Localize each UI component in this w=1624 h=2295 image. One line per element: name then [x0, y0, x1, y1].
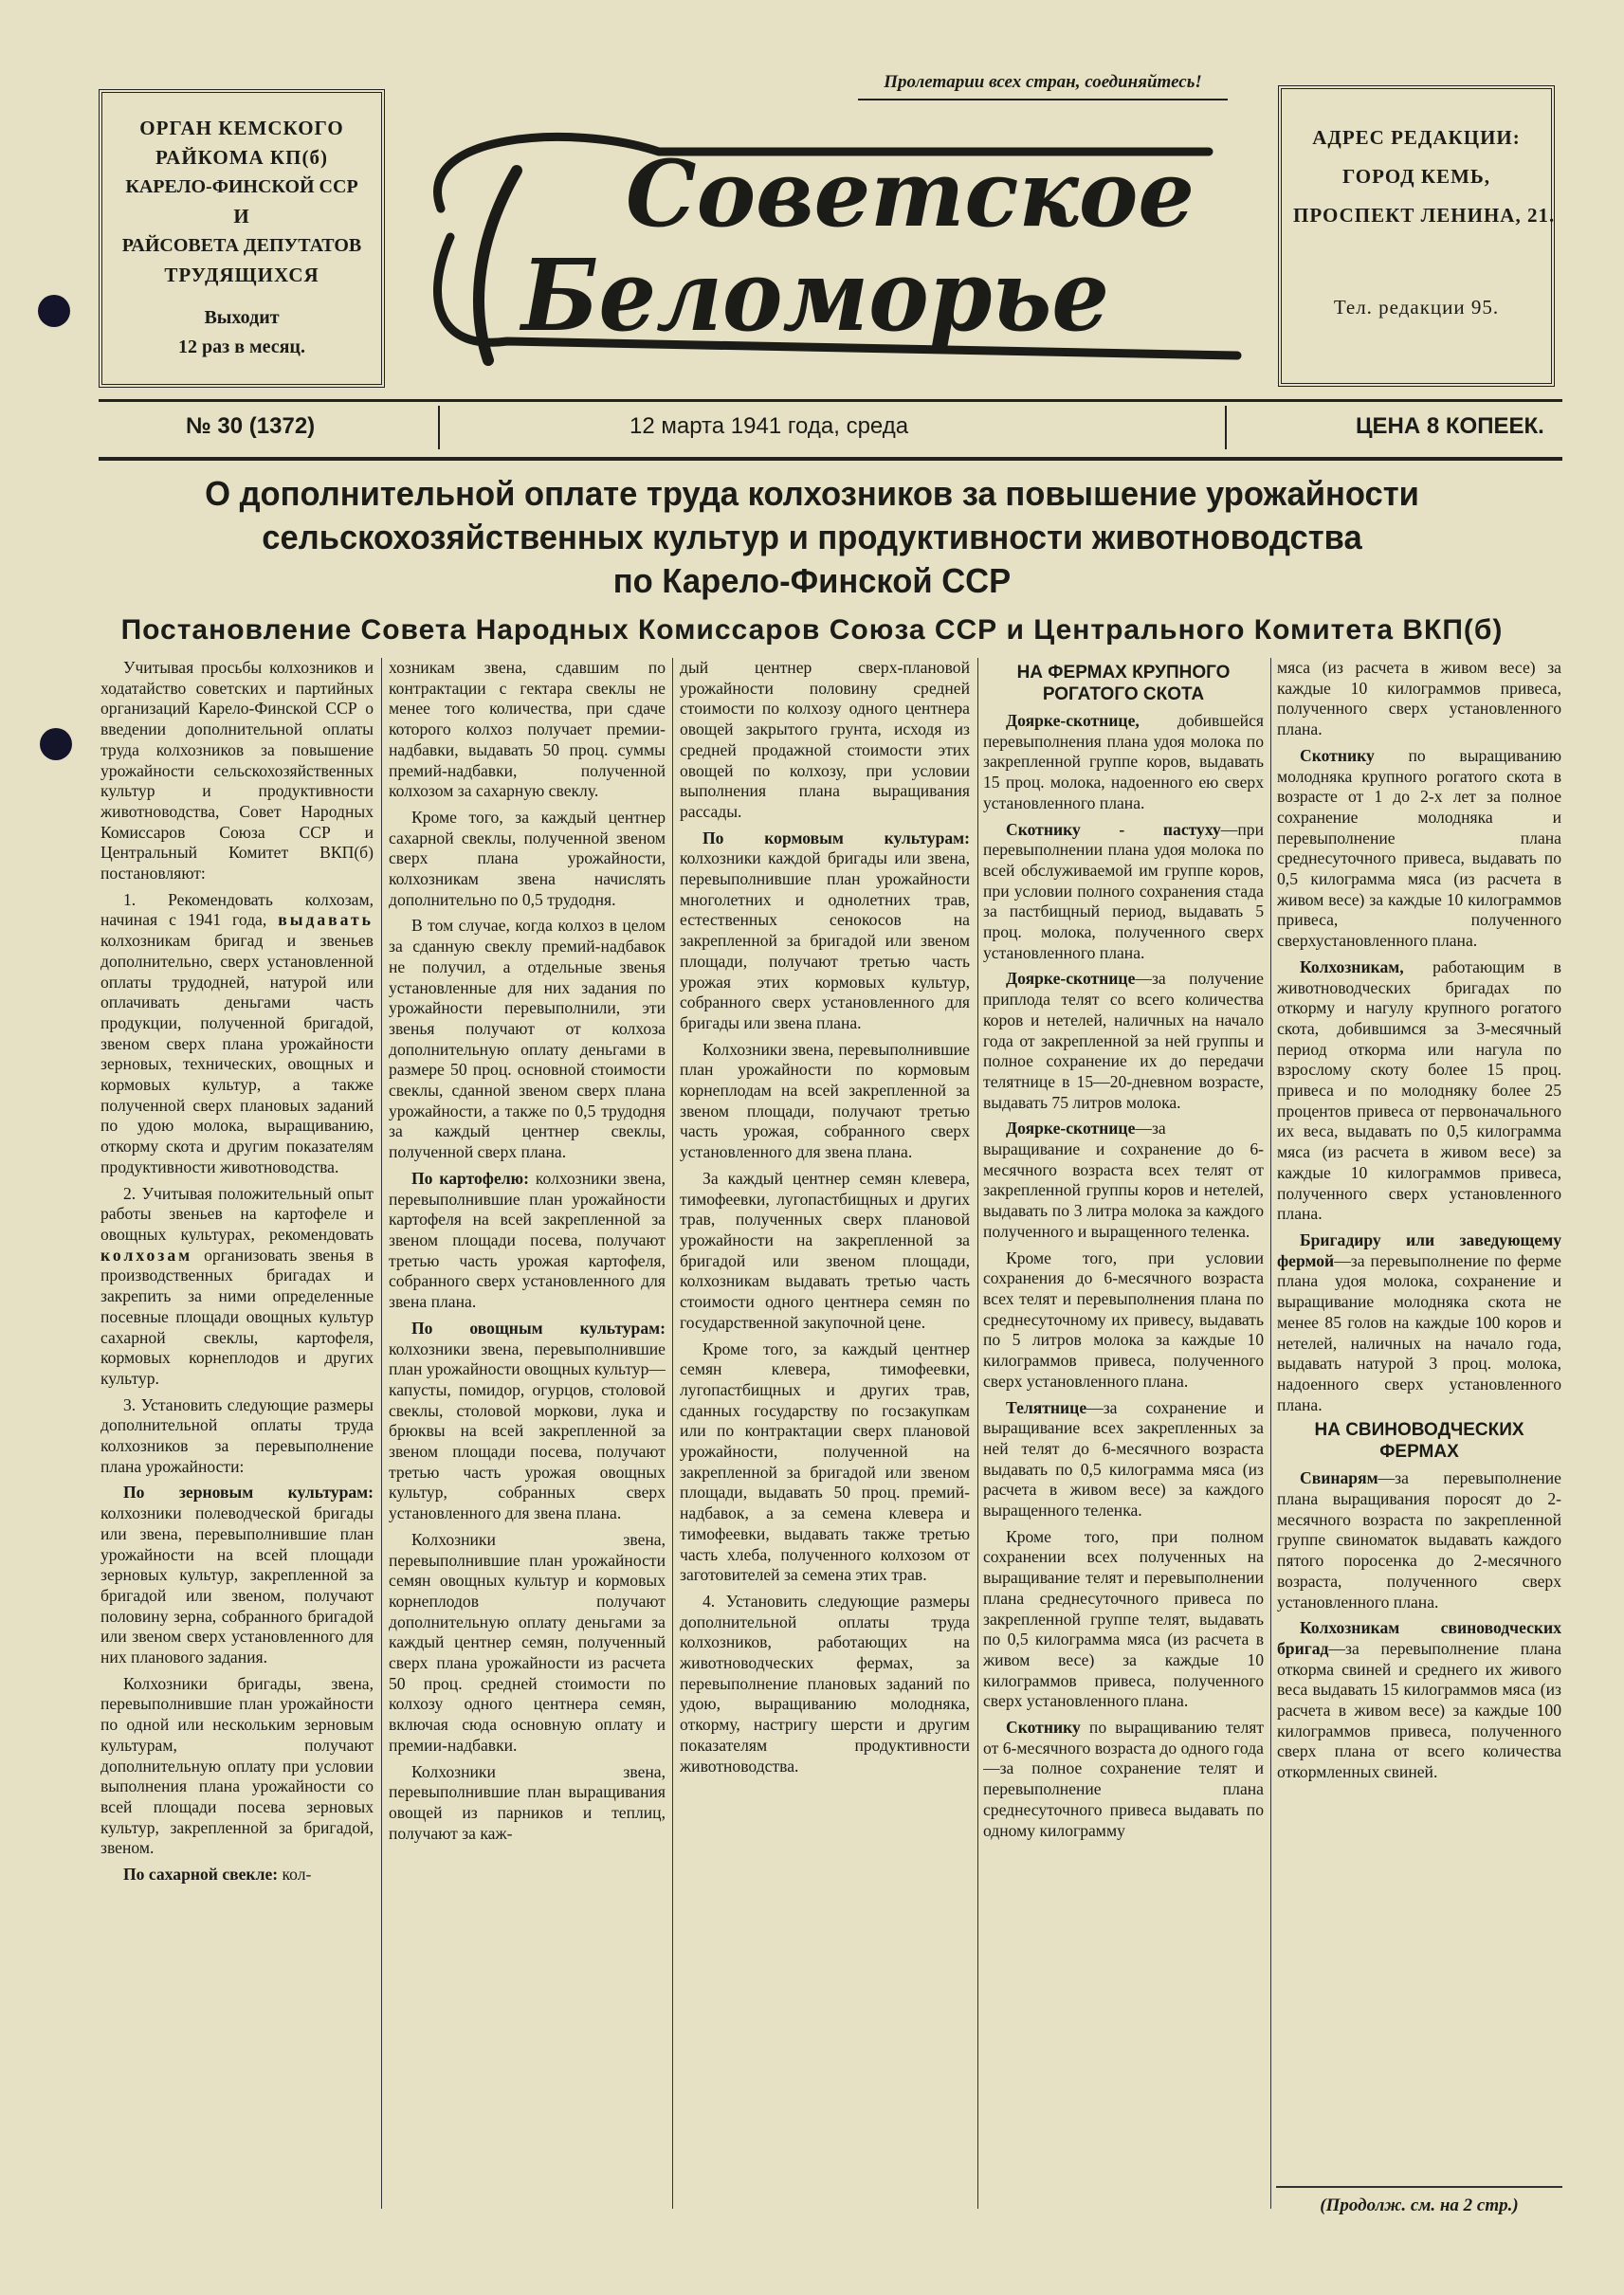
paragraph: Кроме того, при условии сохранения до 6-месячного возраста всех телят и перевыполнения плана по среднесуточному их привесу, выдавать по 5 литров молока за каждые 10 килограммов привеса, полученного сверх установленного плана. [983, 1248, 1264, 1391]
address-line: АДРЕС РЕДАКЦИИ: [1312, 126, 1521, 149]
paragraph: Кроме того, при полном сохранении всех полученных на выращивание телят и перевыполнении плана среднесуточного привеса по закрепленной группе телят, выдавать по 0,5 килограмма мяса (из расчета в живом весе) за каждые 10 килограммов привеса, полученного сверх установленного плана. [983, 1526, 1264, 1711]
punch-hole-icon [38, 295, 70, 327]
emphasis: выдавать [278, 910, 374, 930]
frequency-line: 12 раз в месяц. [178, 337, 305, 357]
role-label: Скотнику - пастуху [1006, 819, 1221, 839]
paragraph: 2. Учитывая положительный опыт работы звеньев на картофеле и овощных культурах, рекомендовать колхозам организовать звенья в производственных бригадах и закрепить за ними определенные посевные площади овощных культур сахарной свеклы, картофеля, кормовых корнеплодов и других культур. [100, 1183, 374, 1388]
publisher-line: ТРУДЯЩИХСЯ [164, 264, 319, 286]
slogan-underline [858, 99, 1228, 100]
paragraph: Доярке-скотнице—за выращивание и сохранение до 6-месячного возраста всех телят от закрепленной группы коров и нетелей, выдавать по 3 литра молока за каждого полученного и выращенного теленка. [983, 1119, 1264, 1241]
continued-note: (Продолж. см. на 2 стр.) [1320, 2195, 1519, 2215]
paragraph: мяса (из расчета в живом весе) за каждые 10 килограммов привеса, полученного сверх установленного плана. [1277, 658, 1561, 739]
publisher-line: РАЙКОМА КП(б) [155, 146, 328, 169]
headline-line: по Карело-Финской ССР [612, 561, 1012, 600]
top-rule [99, 399, 1562, 402]
paragraph: Колхозникам, работающим в животноводческих бригадах по откорму и нагулу крупного рогатого скота, добившимся за 3-месячный период откорма или нагула по взрослому скоту более 15 проц. привеса и по молодняку более 25 процентов привеса от первоначального их веса, выдавать по 0,5 килограмма мяса (из расчета в живом весе) за каждые 10 килограммов привеса, полученного сверх установленного плана. [1277, 956, 1561, 1224]
paragraph: Колхозники звена, перевыполнившие план урожайности семян овощных культур и кормовых корнеплодов получают дополнительную оплату деньгами за каждый центнер семян, полученный сверх плана урожайности из расчета 50 проц. средней стоимости по колхозу одного центнера семян, включая сюда основную оплату и премии-надбавки. [389, 1529, 666, 1755]
article-column-1 [100, 658, 374, 2209]
slogan: Пролетарии всех стран, соединяйтесь! [884, 72, 1202, 92]
issue-number: № 30 (1372) [186, 413, 316, 439]
issue-date: 12 марта 1941 года, среда [630, 413, 909, 439]
paragraph: 4. Установить следующие размеры дополнительной оплаты труда колхозников, работающих на животноводческих фермах, за перевыполнение плановых заданий по удою, выращиванию молодняка, откорму, настригу шерсти и другим показателям продуктивности животноводства. [680, 1591, 970, 1776]
issue-price: ЦЕНА 8 КОПЕЕК. [1356, 413, 1544, 439]
paragraph: По зерновым культурам: колхозники полеводческой бригады или звена, перевыполнившие план урожайности на всей площади зерновых культур, закрепленной за бригадой или звеном, получают половину зерна, собранного бригадой или звеном сверх установленного для них планового задания. [100, 1483, 374, 1667]
paragraph: Учитывая просьбы колхозников и ходатайство советских и партийных организаций Карело-Финской ССР о введении дополнительной оплаты труда колхозников за повышение урожайности сельскохозяйственных культур и продуктивности животноводства, Совет Народных Комиссаров Союза ССР и Центральный Комитет ВКП(б) постановляют: [100, 658, 374, 883]
info-divider [438, 406, 440, 449]
paragraph: По овощным культурам: колхозники звена, перевыполнившие план урожайности овощных культур—капусты, помидор, огурцов, столовой свеклы, столовой моркови, лука и брюквы на всей закрепленной за звеном площади посева, получают третью часть урожая овощных культур, собранных сверх установленного для звена плана. [389, 1318, 666, 1523]
publisher-line: И [233, 205, 250, 228]
masthead-logo [403, 114, 1256, 389]
article-column-3 [680, 658, 970, 2209]
article-column-5 [1277, 658, 1561, 2182]
paragraph: 1. Рекомендовать колхозам, начиная с 1941 года, выдавать колхозникам бригад и звеньев дополнительно, сверх установленной оплаты трудодней, натурой или оплачивать деньгами часть продукции, полученной бригадой, звеном сверх плана урожайности зерновых, технических, овощных и кормовых культур, а также полученной сверх плановых заданий по удою молока, выращиванию, откорму скота и другим показателям продуктивности животноводства. [100, 889, 374, 1176]
paragraph: Колхозникам свиноводческих бригад—за перевыполнение плана откорма свиней и среднего их живого веса выдавать 15 килограммов мяса (из расчета в живом весе) за каждые 100 килограммов привеса, полученного сверх плана от всего количества откормленных свиней. [1277, 1618, 1561, 1782]
paragraph: хозникам звена, сдавшим по контрактации с гектара свеклы не менее того количества, при сдаче которого колхоз получает премии-надбавки, выдавать 50 проц. суммы премий-надбавки, полученной колхозом за сахарную свеклу. [389, 658, 666, 801]
headline [87, 472, 1537, 603]
masthead-line1: Советское [626, 140, 1195, 247]
role-label: Скотнику [1300, 745, 1375, 765]
subheadline: Постановление Совета Народных Комиссаров Союза ССР и Центрального Комитета ВКП(б) [120, 614, 1504, 646]
emphasis: колхозам [100, 1245, 193, 1265]
subsection-label: По овощным культурам: [411, 1318, 666, 1338]
role-label: Бригадиру или заведующему фермой [1277, 1229, 1561, 1270]
article-column-2 [389, 658, 666, 2209]
paragraph: Бригадиру или заведующему фермой—за перевыполнение по ферме плана удоя молока, сохранение и выращивание молодняка скота не менее 85 голов на каждые 100 коров и нетелей, наличных на начало года, выдавать натурой 3 проц. молока, надоенного сверх установленного плана. [1277, 1229, 1561, 1414]
frequency-line: Выходит [204, 307, 280, 328]
paragraph: Доярке-скотнице—за получение приплода телят со всего количества коров и нетелей, наличных на начало года от закрепленной за ней группы и полное сохранение их до передачи телятнице в 15—20-дневном возрасте, выдавать 75 литров молока. [983, 969, 1264, 1112]
paragraph: В том случае, когда колхоз в целом за сданную свеклу премий-надбавок не получил, а отдельные звенья установленные для них задания по урожайности перевыполнили, эти звенья получают от колхоза дополнительную оплату деньгами в размере 50 проц. основной стоимости свеклы, сданной звеном сверх плана урожайности, а также по 0,5 трудодня за каждый центнер свеклы, полученной сверх плана. [389, 916, 666, 1162]
paragraph: Колхозники звена, перевыполнившие план урожайности по кормовым корнеплодам на всей закрепленной за звеном площади, получают третью часть урожая, собранного сверх установленного для звена плана. [680, 1039, 970, 1162]
section-heading: НА ФЕРМАХ КРУПНОГО РОГАТОГО СКОТА [1016, 663, 1231, 704]
role-label: Колхозникам свиноводческих бригад [1277, 1618, 1561, 1658]
column-divider [977, 658, 978, 2209]
paragraph: Скотнику - пастуху—при перевыполнении плана удоя молока по всей обслуживаемой им группе коров, при условии полного сохранения стада за пастбищный период, выдавать 5 проц. молока, полученного сверх установленного плана. [983, 819, 1264, 962]
publisher-box [99, 89, 385, 388]
paragraph: Колхозники звена, перевыполнившие план выращивания овощей из парников и теплиц, получают за каж- [389, 1761, 666, 1843]
role-label: Свинарям [1300, 1468, 1378, 1488]
continued-rule [1276, 2186, 1562, 2188]
bottom-rule [99, 457, 1562, 461]
publisher-line: РАЙСОВЕТА ДЕПУТАТОВ [121, 235, 362, 256]
address-line: ПРОСПЕКТ ЛЕНИНА, 21. [1293, 204, 1556, 227]
section-heading: НА СВИНОВОДЧЕСКИХ ФЕРМАХ [1314, 1420, 1524, 1463]
subsection-label: По зерновым культурам: [123, 1483, 374, 1503]
paragraph: дый центнер сверх-плановой урожайности половину средней стоимости по колхозу одного центнера овощей закрытого грунта, исходя из средней продажной стоимости этих овощей по колхозу, при условии выполнения плана выращивания рассады. [680, 658, 970, 821]
address-line: ГОРОД КЕМЬ, [1341, 165, 1491, 188]
role-label: Доярке-скотнице [1006, 969, 1136, 989]
role-label: Доярке-скотнице, [1006, 711, 1140, 730]
paragraph: Свинарям—за перевыполнение плана выращивания поросят до 2-месячного возраста по закрепленной группе свиноматок выдавать каждого пятого поросенка до 2-месячного возраста, полученного сверх установленного плана. [1277, 1468, 1561, 1612]
subsection-label: По сахарной свекле: [123, 1865, 279, 1885]
subsection-label: По кормовым культурам: [703, 828, 970, 847]
paragraph: 3. Установить следующие размеры дополнительной оплаты труда колхозников за перевыполнение плана урожайности: [100, 1394, 374, 1476]
paragraph: Колхозники бригады, звена, перевыполнившие план урожайности по одной или нескольким зерновым культурам, получают дополнительную оплату при условии выполнения плана урожайности со всей площади посева зерновых культур, закрепленной за бригадой, звеном. [100, 1673, 374, 1858]
paragraph: Телятнице—за сохранение и выращивание всех закрепленных за ней телят до 6-месячного возраста выдавать по 0,5 килограмма мяса (из расчета в живом весе) за каждого выращенного теленка. [983, 1397, 1264, 1521]
paragraph: По кормовым культурам: колхозники каждой бригады или звена, перевыполнившие план урожайности многолетних и однолетних трав, естественных сенокосов на закрепленной за бригадой или звеном площади, получают третью часть урожая этих кормовых культур, собранного сверх установленного для бригады или звена плана. [680, 828, 970, 1032]
paragraph: Скотнику по выращиванию молодняка крупного рогатого скота в возрасте от 1 до 2-х лет за полное сохранение молодняка и перевыполнение плана среднесуточного привеса, выдавать по 0,5 килограмма мяса (из расчета в живом весе) за каждые 10 килограммов привеса, полученного сверхустановленного плана. [1277, 745, 1561, 951]
paragraph: По сахарной свекле: кол- [123, 1865, 312, 1885]
publisher-line: ОРГАН КЕМСКОГО [139, 117, 344, 139]
role-label: Доярке-скотнице [1006, 1119, 1136, 1138]
address-box [1278, 85, 1555, 387]
article-column-4 [983, 658, 1264, 2209]
headline-line: О дополнительной оплате труда колхозников за повышение урожайности [205, 474, 1419, 513]
paragraph: Доярке-скотнице, добившейся перевыполнения плана удоя молока по закрепленной группе коров, выдавать 15 проц. молока, надоенного ею сверх установленного плана. [983, 711, 1264, 812]
role-label: Колхозникам, [1300, 956, 1404, 976]
info-divider [1225, 406, 1227, 449]
paragraph: Скотнику по выращиванию телят от 6-месячного возраста до одного года—за полное сохранение телят и перевыполнение плана среднесуточного привеса выдавать по одному килограмму [983, 1718, 1264, 1840]
subsection-label: По картофелю: [411, 1168, 529, 1188]
role-label: Телятнице [1006, 1397, 1087, 1417]
paragraph: Кроме того, за каждый центнер семян клевера, тимофеевки, лугопастбищных и других трав, сданных государству по госзакупкам или по контрактации сверх плановой урожайности, полученной на закрепленной за бригадой или звеном площади, выдавать 50 проц. премий-надбавок, а за семена клевера и тимофеевки, выдавать также третью часть хлеба, полученного колхозом от заготовителей за семена этих трав. [680, 1339, 970, 1585]
headline-line: сельскохозяйственных культур и продуктивности животноводства [262, 518, 1362, 556]
phone-line: Тел. редакции 95. [1333, 296, 1500, 319]
publisher-line: КАРЕЛО-ФИНСКОЙ ССР [125, 176, 358, 197]
column-divider [381, 658, 382, 2209]
paragraph: За каждый центнер семян клевера, тимофеевки, лугопастбищных и других трав, полученных сверх плановой урожайности на закрепленной за бригадой или звеном площади, колхозникам выдавать третью часть стоимости одного центнера семян по государственной закупочной цене. [680, 1168, 970, 1332]
punch-hole-icon [40, 728, 72, 760]
masthead-line2: Беломорье [519, 237, 1109, 354]
column-divider [672, 658, 673, 2209]
role-label: Скотнику [1006, 1718, 1081, 1738]
column-divider [1270, 658, 1271, 2209]
paragraph: По картофелю: колхозники звена, перевыполнившие план урожайности картофеля на всей закрепленной за звеном площади посева, получают третью часть урожая картофеля, собранного сверх установленного для звена плана. [389, 1168, 666, 1312]
paragraph: Кроме того, за каждый центнер сахарной свеклы, полученной звеном сверх плана урожайности, колхозникам звена начислять дополнительно по 0,5 трудодня. [389, 807, 666, 909]
